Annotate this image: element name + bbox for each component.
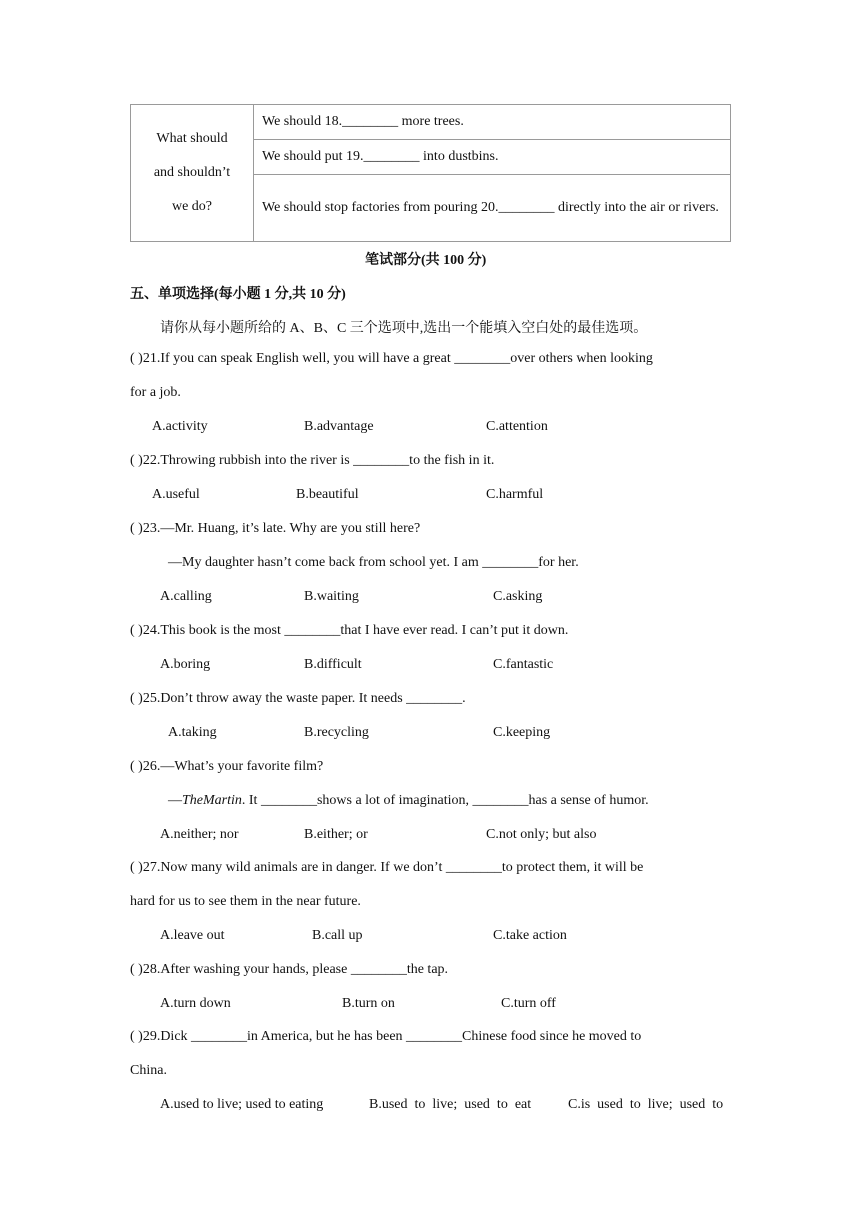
q26-option-a: A.neither; nor bbox=[160, 827, 239, 842]
q24-option-b: B.difficult bbox=[304, 657, 362, 672]
q29-option-c: C.is used to live; used to bbox=[568, 1097, 724, 1112]
q26-rest: . It ________shows a lot of imagination, ________has a sense of humor. bbox=[241, 793, 649, 808]
q24-option-c: C.fantastic bbox=[493, 657, 554, 672]
q25-option-a: A.taking bbox=[168, 725, 217, 740]
q22-option-a: A.useful bbox=[152, 487, 200, 502]
q22-option-c: C.harmful bbox=[486, 487, 544, 502]
q26-film-title: TheMartin bbox=[182, 793, 242, 808]
q28-option-b: B.turn on bbox=[342, 996, 395, 1011]
q29-option-b: B.used to live; used to eat bbox=[369, 1097, 532, 1112]
question-29: ( )29.Dick ________in America, but he has been ________Chinese food since he moved to bbox=[130, 1029, 642, 1044]
table-question-cell bbox=[131, 105, 254, 242]
q22-option-b: B.beautiful bbox=[296, 487, 359, 502]
question-25: ( )25.Don’t throw away the waste paper. It needs ________. bbox=[130, 691, 466, 706]
question-28: ( )28.After washing your hands, please ________the tap. bbox=[130, 962, 449, 977]
table-question-line1: What should bbox=[156, 131, 228, 146]
question-22: ( )22.Throwing rubbish into the river is ________to the fish in it. bbox=[130, 453, 495, 468]
q26-option-c: C.not only; but also bbox=[486, 827, 597, 842]
q26-dash: — bbox=[168, 793, 182, 808]
question-29-cont: China. bbox=[130, 1063, 167, 1078]
q21-option-b: B.advantage bbox=[304, 419, 374, 434]
instruction-text: 请你从每小题所给的 A、B、C 三个选项中,选出一个能填入空白处的最佳选项。 bbox=[160, 321, 648, 336]
q29-option-a: A.used to live; used to eating bbox=[160, 1097, 324, 1112]
question-27-cont: hard for us to see them in the near future. bbox=[130, 894, 361, 909]
table-row-18: We should 18.________ more trees. bbox=[254, 105, 731, 140]
q26-option-b: B.either; or bbox=[304, 827, 368, 842]
question-21-cont: for a job. bbox=[130, 385, 181, 400]
question-24: ( )24.This book is the most ________that I have ever read. I can’t put it down. bbox=[130, 623, 569, 638]
q24-option-a: A.boring bbox=[160, 657, 211, 672]
table-question-line2: and shouldn’t bbox=[153, 165, 231, 180]
q21-option-a: A.activity bbox=[152, 419, 208, 434]
table-row-20: We should stop factories from pouring 20.________ directly into the air or rivers. bbox=[254, 175, 731, 242]
section-title: 五、单项选择(每小题 1 分,共 10 分) bbox=[130, 287, 346, 302]
question-21: ( )21.If you can speak English well, you will have a great ________over others when looking bbox=[130, 351, 653, 366]
q25-option-b: B.recycling bbox=[304, 725, 369, 740]
q21-option-c: C.attention bbox=[486, 419, 548, 434]
question-27: ( )27.Now many wild animals are in danger. If we don’t ________to protect them, it will be bbox=[130, 860, 644, 875]
q23-option-a: A.calling bbox=[160, 589, 212, 604]
question-26: ( )26.—What’s your favorite film? bbox=[130, 759, 324, 774]
environment-table bbox=[130, 104, 731, 242]
q23-option-b: B.waiting bbox=[304, 589, 359, 604]
table-row-19: We should put 19.________ into dustbins. bbox=[254, 140, 731, 175]
q28-option-c: C.turn off bbox=[501, 996, 556, 1011]
question-23-dialog: —My daughter hasn’t come back from school yet. I am ________for her. bbox=[168, 555, 579, 570]
written-part-heading: 笔试部分(共 100 分) bbox=[365, 253, 487, 268]
question-26-dialog bbox=[168, 793, 649, 809]
q25-option-c: C.keeping bbox=[493, 725, 551, 740]
q23-option-c: C.asking bbox=[493, 589, 543, 604]
question-23: ( )23.—Mr. Huang, it’s late. Why are you still here? bbox=[130, 521, 421, 536]
q27-option-a: A.leave out bbox=[160, 928, 225, 943]
q27-option-c: C.take action bbox=[493, 928, 567, 943]
q27-option-b: B.call up bbox=[312, 928, 363, 943]
table-question-line3: we do? bbox=[171, 199, 213, 214]
q28-option-a: A.turn down bbox=[160, 996, 231, 1011]
